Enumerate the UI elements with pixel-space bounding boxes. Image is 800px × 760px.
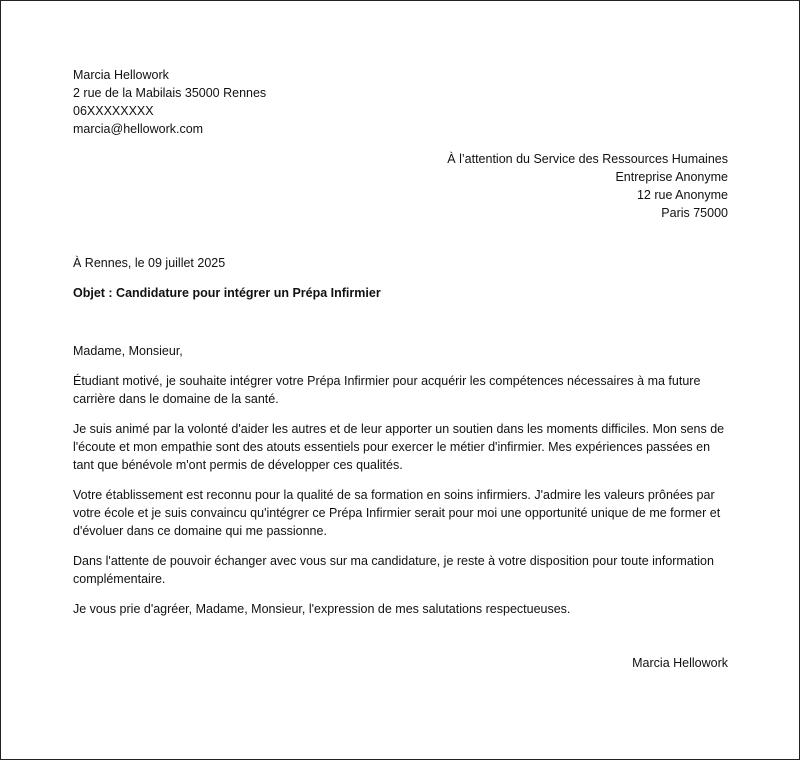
sender-email: marcia@hellowork.com (73, 122, 204, 136)
letter-content (73, 66, 728, 672)
body-paragraph-1: Étudiant motivé, je souhaite intégrer votre Prépa Infirmier pour acquérir les compétences nécessaires à ma future carrière dans le domaine de la santé. (73, 374, 701, 406)
recipient-block (73, 150, 728, 222)
recipient-company: Entreprise Anonyme (615, 170, 728, 184)
recipient-attention: À l’attention du Service des Ressources Humaines (447, 152, 728, 166)
sender-address: 2 rue de la Mabilais 35000 Rennes (73, 86, 267, 100)
sender-name: Marcia Hellowork (73, 68, 169, 82)
recipient-city: Paris 75000 (661, 206, 728, 220)
closing-paragraph: Je vous prie d'agréer, Madame, Monsieur, l'expression de mes salutations respectueuses. (73, 602, 571, 616)
signature: Marcia Hellowork (632, 656, 728, 670)
body-paragraph-4: Dans l'attente de pouvoir échanger avec vous sur ma candidature, je reste à votre disposition pour toute information complémentaire. (73, 554, 714, 586)
sender-block (73, 66, 728, 138)
salutation: Madame, Monsieur, (73, 344, 183, 358)
recipient-street: 12 rue Anonyme (636, 188, 728, 202)
subject-line: Objet : Candidature pour intégrer un Prépa Infirmier (73, 286, 381, 300)
body-paragraph-3: Votre établissement est reconnu pour la qualité de sa formation en soins infirmiers. J'admire les valeurs prônées par votre école et je suis convaincu qu'intégrer ce Prépa Infirmier serait pour moi une opportunité unique de me former et d'évoluer dans ce domaine qui me passionne. (73, 488, 721, 538)
body-paragraph-2: Je suis animé par la volonté d'aider les autres et de leur apporter un soutien dans les moments difficiles. Mon sens de l'écoute et mon empathie sont des atouts essentiels pour exercer le métier d'infirmier. Mes expériences passées en tant que bénévole m'ont permis de développer ces qualités. (73, 422, 725, 472)
date-line: À Rennes, le 09 juillet 2025 (73, 256, 226, 270)
sender-phone: 06XXXXXXXX (73, 104, 154, 118)
